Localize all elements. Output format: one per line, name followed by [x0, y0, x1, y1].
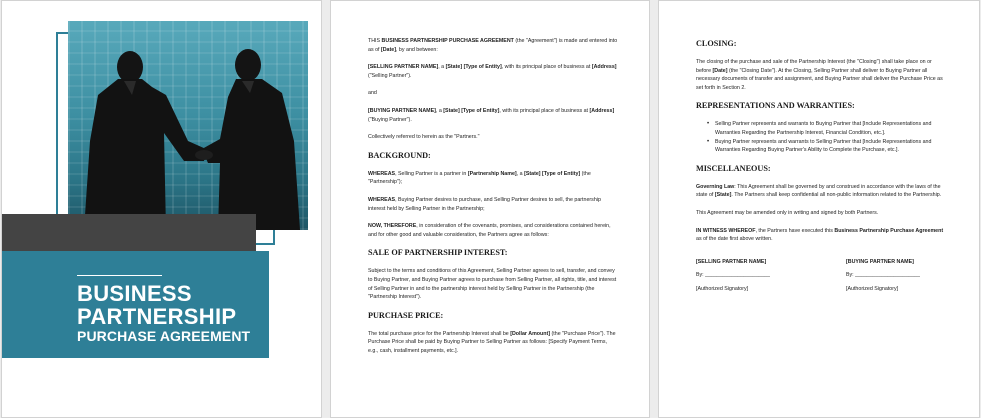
- governing-law-paragraph: Governing Law: This Agreement shall be governed by and construed in accordance with the laws of the state of [State]. The Partners shall keep confidential all non-public information related to the Partnership.: [696, 183, 942, 199]
- signatory-label: [Authorized Signatory]: [846, 285, 899, 292]
- now-therefore-paragraph: NOW, THEREFORE, in consideration of the covenants, promises, and considerations contained herein, and for other good and valuable consideration, the Partners agree as follows:: [368, 223, 611, 238]
- whereas-paragraph-2: WHEREAS, Buying Partner desires to purchase, and Selling Partner desires to sell, the partnership interest held by Selling Partner in the Partnership;: [368, 196, 601, 212]
- sale-heading: SALE OF PARTNERSHIP INTEREST:: [368, 248, 508, 258]
- signature-name: [SELLING PARTNER NAME]: [696, 258, 767, 265]
- intro-paragraph: THIS BUSINESS PARTNERSHIP PURCHASE AGREEMENT (the "Agreement") is made and entered into as of [Date], by and between:: [368, 38, 618, 53]
- cover-page: [1, 0, 322, 418]
- misc-heading: MISCELLANEOUS:: [696, 163, 771, 173]
- signature-line: By: ______________________: [696, 272, 770, 279]
- cover-title-line2: PARTNERSHIP: [77, 304, 237, 329]
- cover-title-line3: PURCHASE AGREEMENT: [77, 328, 251, 344]
- closing-paragraph: The closing of the purchase and sale of the Partnership Interest (the "Closing") shall take place on or before [Date] (the "Closing Date"). At the Closing, Selling Partner shall deliver to Buying Partner all necessary documents of transfer and assignment, and Buying Partner shall deliver the Purchase Price as set forth in Section 2.: [696, 59, 943, 91]
- two-businessmen-handshake-photo: [68, 21, 308, 230]
- list-item: • Selling Partner represents and warrants to Buying Partner that [Include Representations and Warranties Regarding the Partnership Interest, Financial Condition, etc.].: [696, 120, 946, 137]
- background-heading: BACKGROUND:: [368, 150, 431, 160]
- cover-title: [77, 282, 250, 344]
- cover-title-line1: BUSINESS: [77, 281, 192, 306]
- agreement-page-2: [330, 0, 650, 418]
- title-rule: [77, 275, 162, 276]
- price-paragraph: The total purchase price for the Partnership Interest shall be [Dollar Amount] (the "Purchase Price"). The Purchase Price shall be paid by Buying Partner to Selling Partner as follows: [Specify Payment Terms, e.g., cash, installment payments, etc.].: [368, 330, 616, 354]
- closing-heading: CLOSING:: [696, 39, 737, 48]
- page3-content: [696, 37, 946, 299]
- signatory-label: [Authorized Signatory]: [696, 285, 749, 292]
- and-paragraph: and: [368, 90, 377, 97]
- page2-content: [368, 37, 618, 364]
- signature-line: By: ______________________: [846, 272, 920, 279]
- signature-name: [BUYING PARTNER NAME]: [846, 258, 914, 265]
- whereas-paragraph-1: WHEREAS, Selling Partner is a partner in [Partnership Name], a [State] [Type of Entity] (the "Partnership");: [368, 170, 591, 186]
- list-item: • Buying Partner represents and warrants to Selling Partner that [Include Representations and Warranties Regarding Buying Partner's Ability to Complete the Purchase, etc.].: [696, 138, 946, 155]
- price-heading: PURCHASE PRICE:: [368, 310, 444, 320]
- signature-block: [696, 258, 946, 299]
- witness-paragraph: IN WITNESS WHEREOF, the Partners have executed this Business Partnership Purchase Agreement as of the date first above written.: [696, 227, 944, 243]
- amendment-paragraph: This Agreement may be amended only in writing and signed by both Partners.: [696, 209, 879, 216]
- collectively-paragraph: Collectively referred to herein as the "Partners.": [368, 134, 480, 141]
- seller-signature: [696, 258, 796, 299]
- seller-paragraph: [SELLING PARTNER NAME], a [State] [Type of Entity], with its principal place of business at [Address] ("Selling Partner").: [368, 64, 617, 79]
- reps-heading: REPRESENTATIONS AND WARRANTIES:: [696, 101, 855, 111]
- buyer-signature: [846, 258, 946, 299]
- agreement-page-3: [658, 0, 980, 418]
- sale-paragraph: Subject to the terms and conditions of this Agreement, Selling Partner agrees to sell, transfer, and convey to Buying Partner, and Buying Partner agrees to purchase from Selling Partner, all rights, title, and interest of Selling Partner in and to the partnership interest held by Selling Partner in the Partnership (the "Partnership Interest").: [368, 268, 617, 301]
- reps-list: [696, 120, 946, 154]
- buyer-paragraph: [BUYING PARTNER NAME], a [State] [Type of Entity], with its principal place of business at [Address] ("Buying Partner").: [368, 107, 615, 123]
- handshake-silhouette-icon: [68, 21, 308, 230]
